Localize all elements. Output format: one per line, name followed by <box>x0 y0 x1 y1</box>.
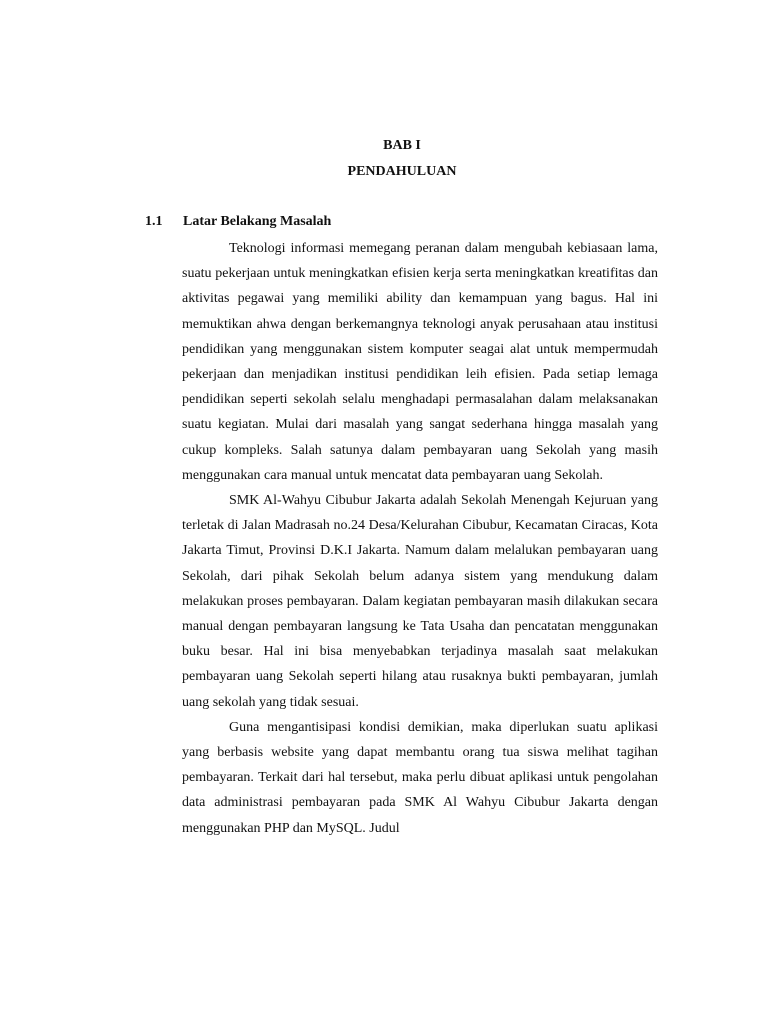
section-number: 1.1 <box>145 214 163 229</box>
paragraph: Teknologi informasi memegang peranan dalam mengubah kebiasaan lama, suatu pekerjaan untuk meningkatkan efisien kerja serta meningkatkan kreatifitas dan aktivitas pegawai yang memiliki ability dan kemampuan yang bagus. Hal ini memuktikan ahwa dengan berkemangnya teknologi anyak perusahaan atau institusi pendidikan yang menggunakan sistem komputer seagai alat untuk mempermudah pekerjaan dan menjadikan institusi pendidikan leih efisien. Pada setiap lemaga pendidikan seperti sekolah selalu menghadapi permasalahan dalam melaksanakan suatu kegiatan. Mulai dari masalah yang sangat sederhana hingga masalah yang cukup kompleks. Salah satunya dalam pembayaran uang Sekolah yang masih menggunakan cara manual untuk mencatat data pembayaran uang Sekolah. <box>182 241 658 483</box>
body-text <box>182 236 658 841</box>
chapter-label: BAB I <box>383 138 421 153</box>
paragraph: SMK Al-Wahyu Cibubur Jakarta adalah Sekolah Menengah Kejuruan yang terletak di Jalan Madrasah no.24 Desa/Kelurahan Cibubur, Kecamatan Ciracas, Kota Jakarta Timut, Provinsi D.K.I Jakarta. Namum dalam melalukan pembayaran uang Sekolah, dari pihak Sekolah belum adanya sistem yang mendukung dalam melakukan proses pembayaran. Dalam kegiatan pembayaran masih dilakukan secara manual dengan pembayaran langsung ke Tata Usaha dan pencatatan menggunakan buku besar. Hal ini bisa menyebabkan terjadinya masalah saat melakukan pembayaran uang Sekolah seperti hilang atau rusaknya bukti pembayaran, jumlah uang sekolah yang tidak sesuai. <box>182 493 658 710</box>
section-title: Latar Belakang Masalah <box>183 214 332 229</box>
paragraph: Guna mengantisipasi kondisi demikian, maka diperlukan suatu aplikasi yang berbasis website yang dapat membantu orang tua siswa melihat tagihan pembayaran. Terkait dari hal tersebut, maka perlu dibuat aplikasi untuk pengolahan data administrasi pembayaran pada SMK Al Wahyu Cibubur Jakarta dengan menggunakan PHP dan MySQL. Judul <box>182 719 658 836</box>
section-heading <box>145 213 331 231</box>
chapter-title: PENDAHULUAN <box>347 164 457 179</box>
